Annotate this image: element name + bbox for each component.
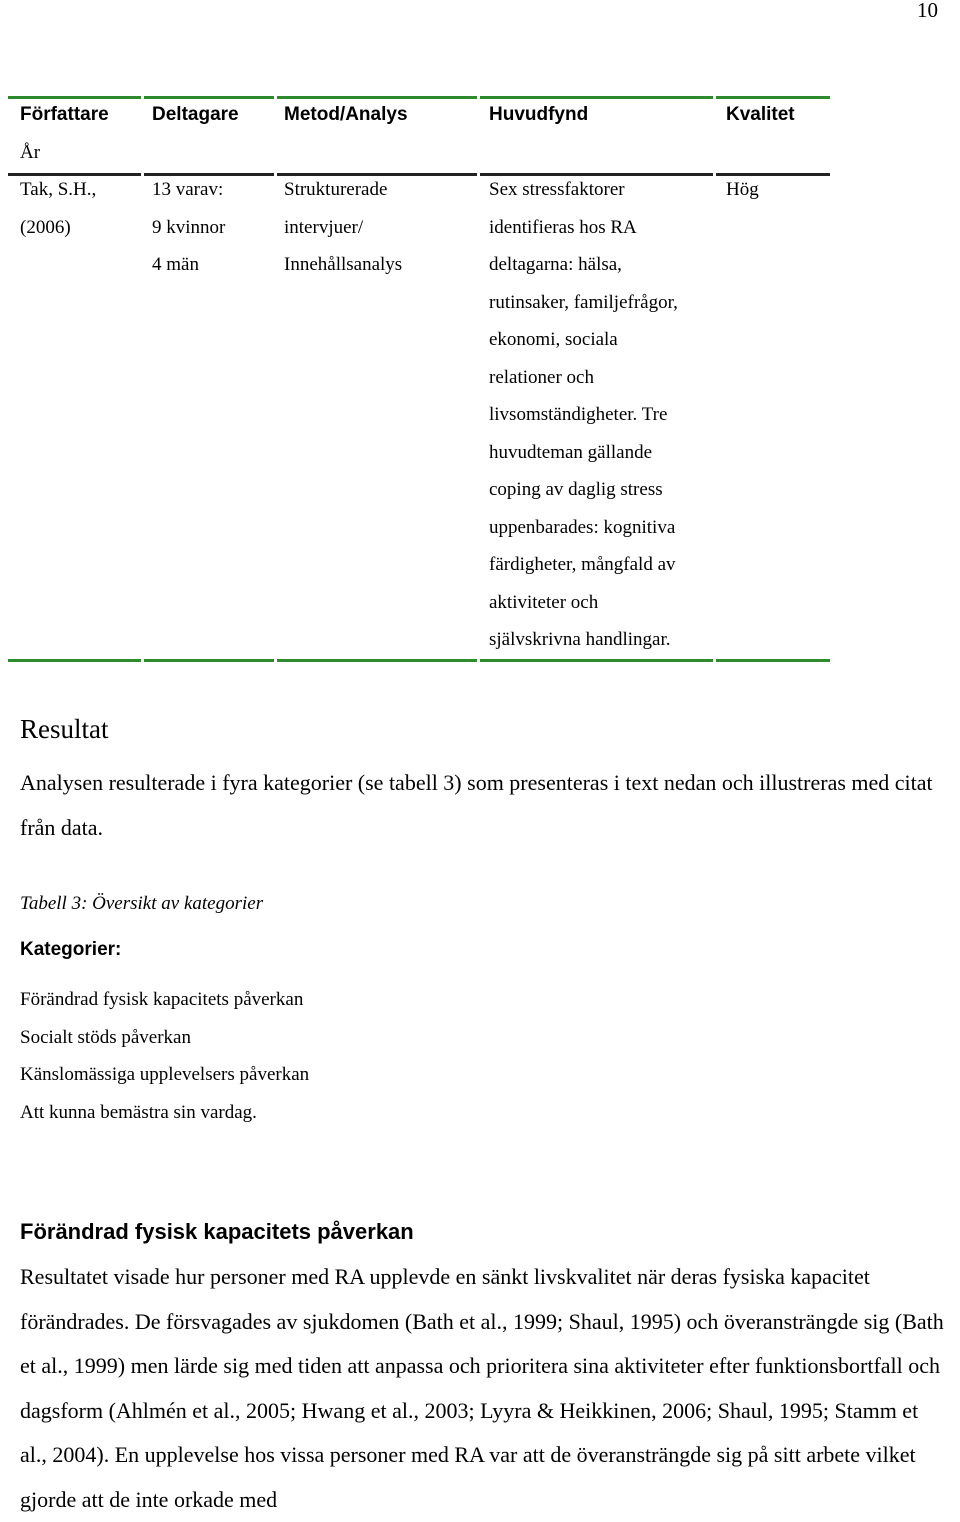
- cell-author: Tak, S.H., (2006): [20, 179, 97, 238]
- cell-findings: Sex stressfaktorer identifieras hos RA deltagarna: hälsa, rutinsaker, familjefrågor, ekonomi, sociala relationer och livsomständigheter. Tre huvudteman gällande coping av daglig stress uppenbarades: kognitiva färdigheter, mångfald av aktiviteter och självskrivna handlingar.: [489, 179, 678, 650]
- section-paragraph: Resultatet visade hur personer med RA upplevde en sänkt livskvalitet när deras fysiska kapacitet förändrades. De försvagades av sjukdomen (Bath et al., 1999; Shaul, 1995) och överansträngde sig (Bath et al., 1999) men lärde sig med tiden att anpassa och prioritera sina aktiviteter efter funktionsbortfall och dagsform (Ahlmén et al., 2005; Hwang et al., 2003; Lyyra & Heikkinen, 2006; Shaul, 1995; Stamm et al., 2004). En upplevelse hos vissa personer med RA var att de överansträngde sig på sitt arbete vilket gjorde att de inte orkade med: [20, 1264, 944, 1512]
- cell-method: Strukturerade intervjuer/ Innehållsanalys: [284, 179, 403, 275]
- table3-caption: Tabell 3: Översikt av kategorier: [20, 893, 264, 914]
- header-year: År: [20, 141, 41, 163]
- results-heading: Resultat: [20, 714, 109, 744]
- header-author: Författare År: [20, 96, 109, 171]
- cell-participants: 13 varav: 9 kvinnor 4 män: [152, 179, 226, 275]
- page-number: 10: [917, 0, 938, 22]
- categories-list: [20, 981, 309, 1131]
- table-top-rule: [8, 96, 830, 99]
- header-participants: Deltagare: [152, 104, 239, 125]
- category-item: Förändrad fysisk kapacitets påverkan: [20, 989, 304, 1010]
- category-item: Att kunna bemästra sin vardag.: [20, 1101, 257, 1123]
- table-bottom-rule: [8, 659, 830, 662]
- category-item: Socialt stöds påverkan: [20, 1026, 191, 1048]
- header-findings: Huvudfynd: [489, 104, 589, 125]
- cell-quality: Hög: [726, 179, 759, 200]
- section-heading: Förändrad fysisk kapacitets påverkan: [20, 1219, 414, 1244]
- header-method: Metod/Analys: [284, 104, 408, 125]
- category-item: Känslomässiga upplevelsers påverkan: [20, 1064, 310, 1085]
- categories-heading: Kategorier:: [20, 939, 122, 960]
- table-header-rule: [8, 173, 830, 176]
- results-paragraph: Analysen resulterade i fyra kategorier (se tabell 3) som presenteras i text nedan och illustreras med citat från data.: [20, 770, 933, 840]
- header-quality: Kvalitet: [726, 104, 795, 125]
